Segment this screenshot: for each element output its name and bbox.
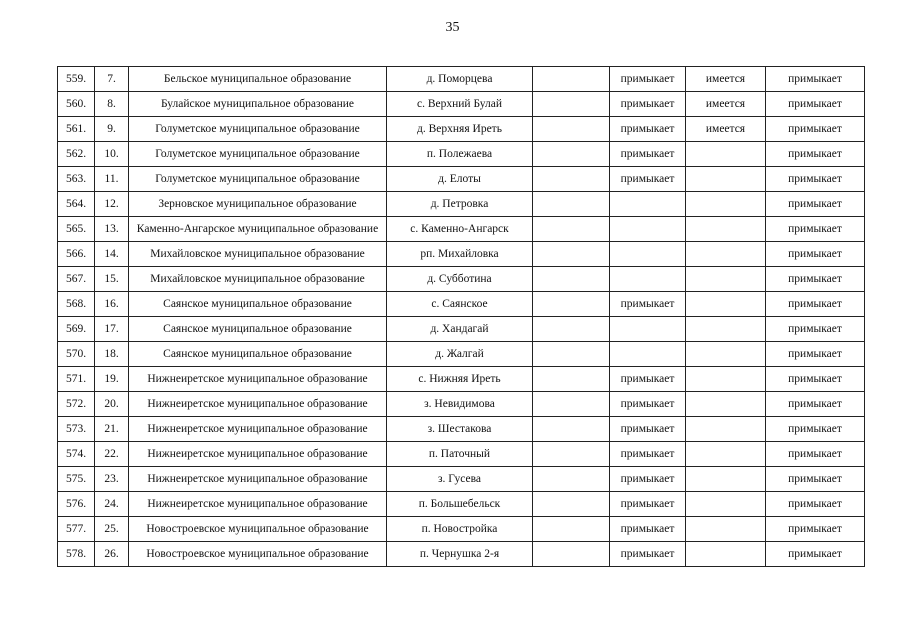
settlement-cell: з. Шестакова [387,417,533,442]
row-number-cell: 569. [58,317,95,342]
row-number-cell: 568. [58,292,95,317]
column-7-cell [686,242,766,267]
column-8-cell: примыкает [766,267,865,292]
column-7-cell [686,492,766,517]
column-7-cell [686,267,766,292]
column-7-cell [686,367,766,392]
sub-number-cell: 21. [95,417,129,442]
table-row [58,167,865,192]
column-8-cell: примыкает [766,217,865,242]
settlement-cell: д. Петровка [387,192,533,217]
column-6-cell [610,192,686,217]
column-5-cell [533,242,610,267]
column-6-cell: примыкает [610,142,686,167]
table-row [58,467,865,492]
table-body [58,67,865,567]
sub-number-cell: 9. [95,117,129,142]
column-8-cell: примыкает [766,67,865,92]
column-5-cell [533,67,610,92]
municipality-cell: Нижнеиретское муниципальное образование [129,417,387,442]
settlement-cell: д. Субботина [387,267,533,292]
column-6-cell: примыкает [610,542,686,567]
column-8-cell: примыкает [766,392,865,417]
settlement-cell: с. Нижняя Иреть [387,367,533,392]
row-number-cell: 564. [58,192,95,217]
sub-number-cell: 14. [95,242,129,267]
sub-number-cell: 12. [95,192,129,217]
column-8-cell: примыкает [766,467,865,492]
settlement-cell: п. Новостройка [387,517,533,542]
row-number-cell: 577. [58,517,95,542]
column-8-cell: примыкает [766,242,865,267]
sub-number-cell: 23. [95,467,129,492]
column-6-cell: примыкает [610,367,686,392]
municipality-cell: Нижнеиретское муниципальное образование [129,367,387,392]
column-5-cell [533,517,610,542]
column-5-cell [533,417,610,442]
column-6-cell: примыкает [610,117,686,142]
column-6-cell [610,242,686,267]
column-6-cell: примыкает [610,417,686,442]
sub-number-cell: 22. [95,442,129,467]
municipality-cell: Саянское муниципальное образование [129,342,387,367]
settlement-cell: с. Каменно-Ангарск [387,217,533,242]
table-row [58,242,865,267]
row-number-cell: 570. [58,342,95,367]
column-6-cell: примыкает [610,67,686,92]
settlement-cell: д. Поморцева [387,67,533,92]
column-6-cell: примыкает [610,492,686,517]
municipality-cell: Зерновское муниципальное образование [129,192,387,217]
column-8-cell: примыкает [766,367,865,392]
column-6-cell [610,217,686,242]
column-5-cell [533,342,610,367]
row-number-cell: 574. [58,442,95,467]
column-8-cell: примыкает [766,317,865,342]
column-7-cell [686,442,766,467]
column-8-cell: примыкает [766,342,865,367]
row-number-cell: 566. [58,242,95,267]
settlement-cell: с. Верхний Булай [387,92,533,117]
column-7-cell [686,192,766,217]
table-row [58,517,865,542]
sub-number-cell: 19. [95,367,129,392]
sub-number-cell: 16. [95,292,129,317]
row-number-cell: 567. [58,267,95,292]
municipality-cell: Голуметское муниципальное образование [129,117,387,142]
table-row [58,217,865,242]
column-7-cell [686,342,766,367]
column-5-cell [533,442,610,467]
settlement-cell: рп. Михайловка [387,242,533,267]
municipality-cell: Булайское муниципальное образование [129,92,387,117]
sub-number-cell: 10. [95,142,129,167]
settlements-table [57,66,865,567]
sub-number-cell: 17. [95,317,129,342]
sub-number-cell: 15. [95,267,129,292]
row-number-cell: 562. [58,142,95,167]
settlement-cell: з. Гусева [387,467,533,492]
column-7-cell [686,217,766,242]
municipality-cell: Голуметское муниципальное образование [129,167,387,192]
column-5-cell [533,192,610,217]
table-row [58,317,865,342]
municipality-cell: Новостроевское муниципальное образование [129,517,387,542]
table-row [58,267,865,292]
column-7-cell: имеется [686,92,766,117]
row-number-cell: 576. [58,492,95,517]
column-7-cell [686,167,766,192]
settlement-cell: д. Хандагай [387,317,533,342]
table-row [58,92,865,117]
column-7-cell [686,392,766,417]
column-7-cell [686,467,766,492]
column-6-cell: примыкает [610,467,686,492]
settlement-cell: п. Паточный [387,442,533,467]
column-7-cell: имеется [686,67,766,92]
row-number-cell: 578. [58,542,95,567]
column-6-cell: примыкает [610,92,686,117]
column-7-cell [686,517,766,542]
municipality-cell: Саянское муниципальное образование [129,317,387,342]
settlement-cell: с. Саянское [387,292,533,317]
table-row [58,392,865,417]
column-6-cell [610,342,686,367]
column-5-cell [533,167,610,192]
column-6-cell [610,267,686,292]
column-5-cell [533,492,610,517]
page-number: 35 [445,20,460,35]
table-row [58,192,865,217]
column-7-cell [686,417,766,442]
sub-number-cell: 13. [95,217,129,242]
sub-number-cell: 26. [95,542,129,567]
column-5-cell [533,292,610,317]
row-number-cell: 561. [58,117,95,142]
column-8-cell: примыкает [766,442,865,467]
column-8-cell: примыкает [766,292,865,317]
column-6-cell: примыкает [610,517,686,542]
column-8-cell: примыкает [766,492,865,517]
settlement-cell: д. Елоты [387,167,533,192]
municipality-cell: Голуметское муниципальное образование [129,142,387,167]
table-row [58,542,865,567]
table-row [58,292,865,317]
row-number-cell: 559. [58,67,95,92]
column-7-cell [686,292,766,317]
row-number-cell: 575. [58,467,95,492]
column-8-cell: примыкает [766,192,865,217]
row-number-cell: 573. [58,417,95,442]
column-6-cell: примыкает [610,392,686,417]
sub-number-cell: 25. [95,517,129,542]
municipality-cell: Нижнеиретское муниципальное образование [129,392,387,417]
column-8-cell: примыкает [766,517,865,542]
column-6-cell: примыкает [610,292,686,317]
municipality-cell: Нижнеиретское муниципальное образование [129,442,387,467]
column-5-cell [533,117,610,142]
column-6-cell: примыкает [610,442,686,467]
sub-number-cell: 24. [95,492,129,517]
column-7-cell [686,542,766,567]
column-5-cell [533,467,610,492]
settlement-cell: п. Большебельск [387,492,533,517]
municipality-cell: Михайловское муниципальное образование [129,267,387,292]
municipality-cell: Нижнеиретское муниципальное образование [129,492,387,517]
table-row [58,367,865,392]
table-row [58,67,865,92]
settlement-cell: п. Чернушка 2-я [387,542,533,567]
column-7-cell [686,317,766,342]
column-7-cell [686,142,766,167]
settlement-cell: п. Полежаева [387,142,533,167]
row-number-cell: 565. [58,217,95,242]
column-8-cell: примыкает [766,92,865,117]
column-8-cell: примыкает [766,542,865,567]
column-5-cell [533,317,610,342]
municipality-cell: Нижнеиретское муниципальное образование [129,467,387,492]
sub-number-cell: 20. [95,392,129,417]
column-5-cell [533,92,610,117]
column-6-cell: примыкает [610,167,686,192]
table-row [58,492,865,517]
column-8-cell: примыкает [766,142,865,167]
column-6-cell [610,317,686,342]
municipality-cell: Бельское муниципальное образование [129,67,387,92]
settlement-cell: д. Жалгай [387,342,533,367]
column-8-cell: примыкает [766,417,865,442]
column-5-cell [533,217,610,242]
row-number-cell: 572. [58,392,95,417]
table-row [58,442,865,467]
municipality-cell: Каменно-Ангарское муниципальное образование [129,217,387,242]
table-row [58,117,865,142]
sub-number-cell: 7. [95,67,129,92]
column-5-cell [533,542,610,567]
column-8-cell: примыкает [766,117,865,142]
table-row [58,142,865,167]
sub-number-cell: 11. [95,167,129,192]
municipality-cell: Новостроевское муниципальное образование [129,542,387,567]
municipality-cell: Михайловское муниципальное образование [129,242,387,267]
sub-number-cell: 18. [95,342,129,367]
table-row [58,417,865,442]
column-5-cell [533,392,610,417]
sub-number-cell: 8. [95,92,129,117]
municipality-cell: Саянское муниципальное образование [129,292,387,317]
column-5-cell [533,367,610,392]
column-5-cell [533,142,610,167]
column-5-cell [533,267,610,292]
table-row [58,342,865,367]
row-number-cell: 563. [58,167,95,192]
settlement-cell: д. Верхняя Ирeть [387,117,533,142]
settlement-cell: з. Невидимова [387,392,533,417]
row-number-cell: 571. [58,367,95,392]
row-number-cell: 560. [58,92,95,117]
column-7-cell: имеется [686,117,766,142]
column-8-cell: примыкает [766,167,865,192]
